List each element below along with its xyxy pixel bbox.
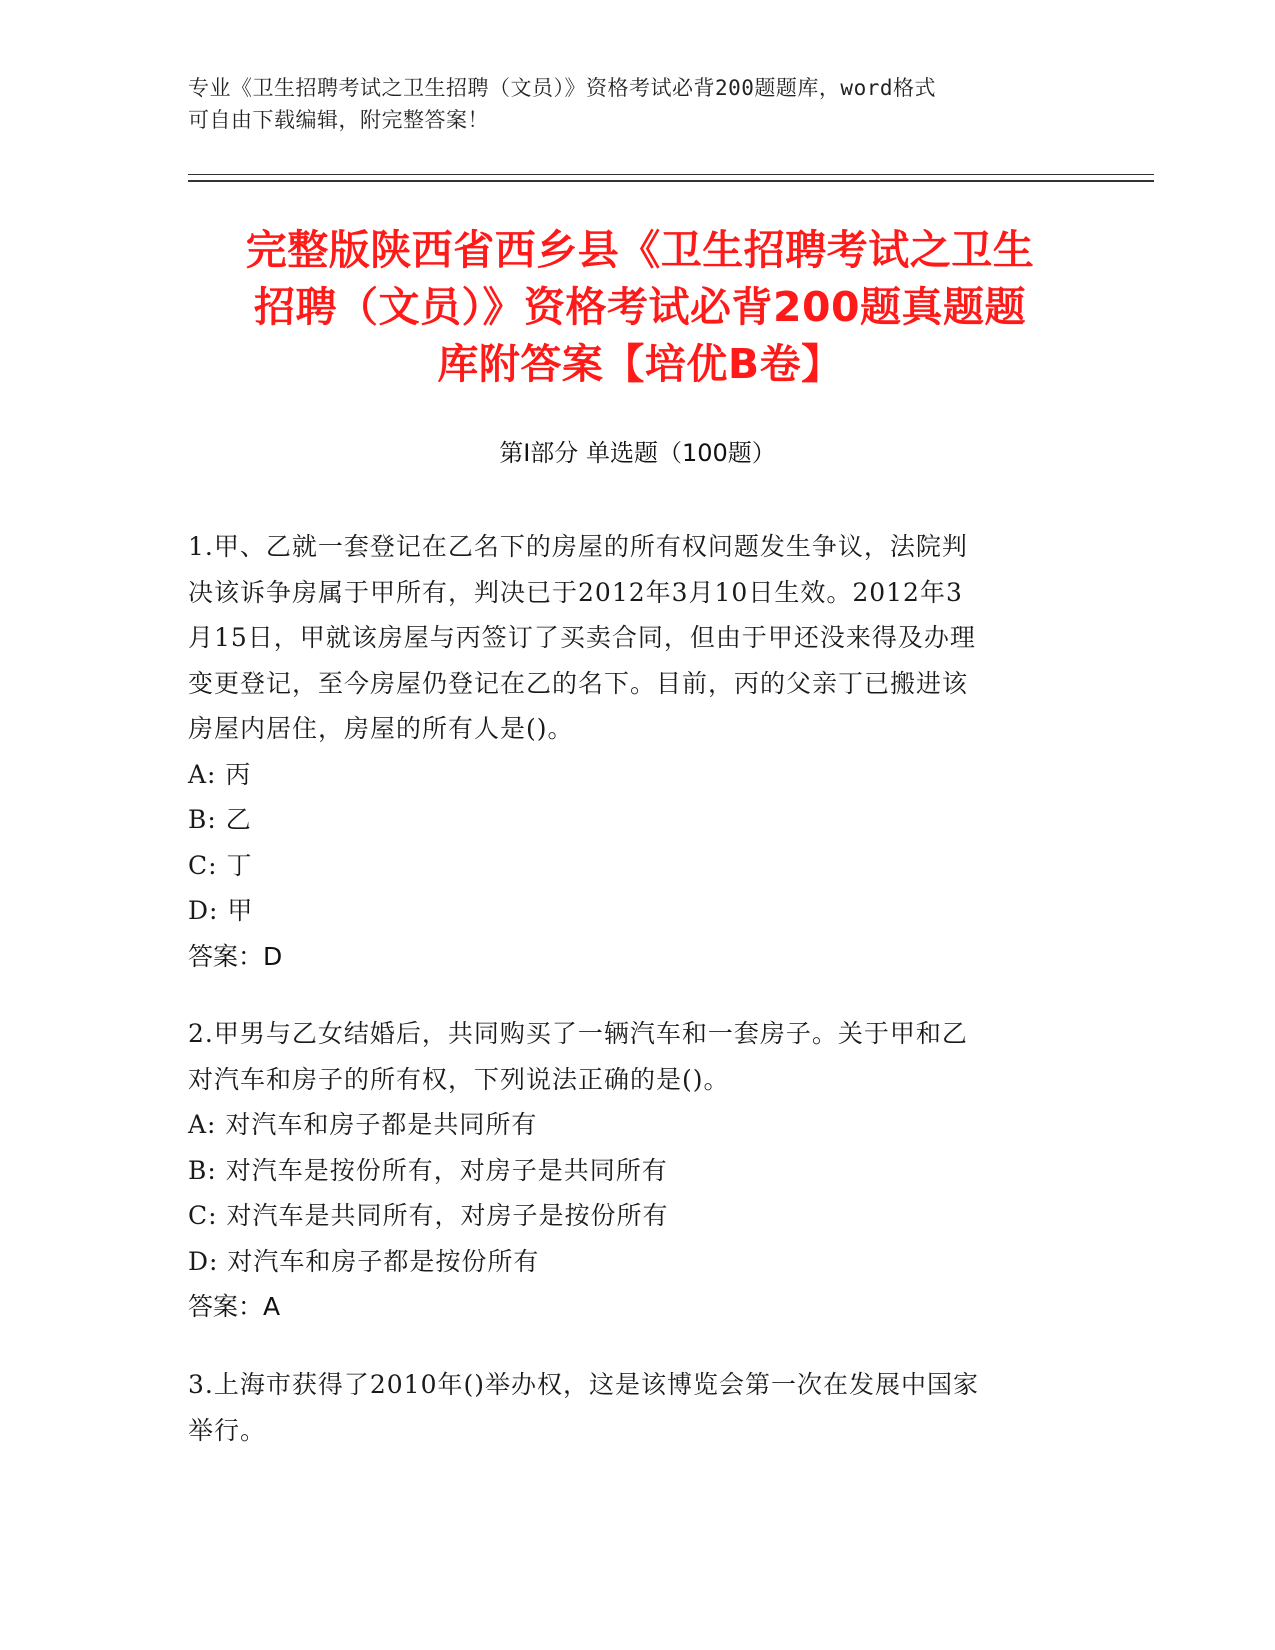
answer-line: 答案：A (188, 1292, 281, 1321)
section-heading: 第I部分 单选题（100题） (499, 439, 776, 467)
option-d: D: 对汽车和房子都是按份所有 (188, 1246, 540, 1276)
question-stem (188, 524, 1078, 752)
question-stem-line: 举行。 (188, 1415, 267, 1445)
option-b: B: 乙 (188, 805, 252, 834)
question-stem (188, 1011, 1078, 1102)
option-c: C: 对汽车是共同所有，对房子是按份所有 (188, 1201, 669, 1230)
option-a: A: 丙 (188, 759, 252, 789)
header-note-line-1: 专业《卫生招聘考试之卫生招聘（文员）》资格考试必背200题题库，word格式 (188, 76, 936, 100)
question-stem-line: 3.上海市获得了2010年()举办权，这是该博览会第一次在发展中国家 (188, 1370, 979, 1399)
option-d: D: 甲 (188, 896, 254, 925)
question-stem-line: 决该诉争房属于甲所有，判决已于2012年3月10日生效。2012年3 (188, 577, 963, 607)
document-title-line-2: 招聘（文员）》资格考试必背200题真题题 (253, 283, 1027, 331)
option-a: A: 对汽车和房子都是共同所有 (188, 1110, 538, 1139)
header-note (188, 72, 1068, 136)
question-3 (188, 1362, 1078, 1453)
question-stem-line: 1.甲、乙就一套登记在乙名下的房屋的所有权问题发生争议，法院判 (188, 532, 968, 561)
question-2 (188, 1011, 1078, 1330)
question-stem-line: 对汽车和房子的所有权，下列说法正确的是()。 (188, 1064, 730, 1094)
document-title-line-1: 完整版陕西省西乡县《卫生招聘考试之卫生 (245, 226, 1035, 274)
document-title-line-3: 库附答案【培优B卷】 (437, 340, 843, 388)
question-stem-line: 变更登记，至今房屋仍登记在乙的名下。目前，丙的父亲丁已搬进该 (188, 668, 969, 698)
question-stem (188, 1362, 1078, 1453)
header-note-line-2: 可自由下载编辑，附完整答案！ (188, 108, 489, 132)
question-stem-line: 房屋内居住，房屋的所有人是()。 (188, 714, 574, 743)
answer-line: 答案：D (188, 941, 283, 971)
question-1 (188, 524, 1078, 979)
question-stem-line: 2.甲男与乙女结婚后，共同购买了一辆汽车和一套房子。关于甲和乙 (188, 1019, 968, 1048)
header-divider-thick (188, 180, 1154, 182)
header-divider-thin (188, 174, 1154, 175)
option-b: B: 对汽车是按份所有，对房子是共同所有 (188, 1155, 668, 1185)
option-c: C: 丁 (188, 850, 253, 880)
question-stem-line: 月15日，甲就该房屋与丙签订了买卖合同，但由于甲还没来得及办理 (188, 623, 976, 652)
document-title (195, 222, 1085, 393)
